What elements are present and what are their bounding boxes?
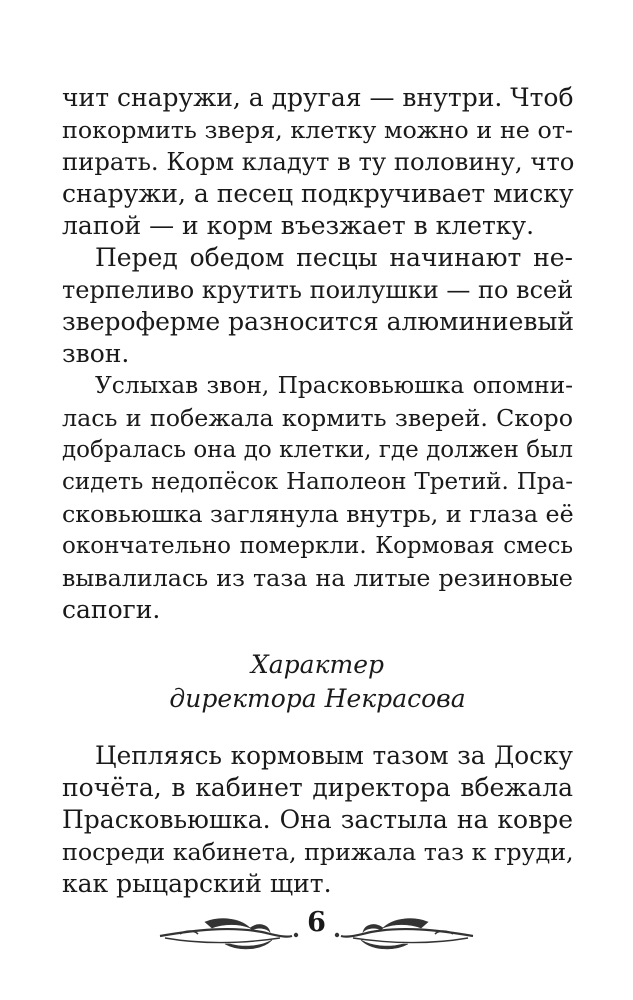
text-line: покормить зверя, клетку можно и не от- bbox=[62, 116, 573, 144]
paragraph-office bbox=[62, 740, 573, 900]
text-line: звероферме разносится алюминиевый bbox=[62, 307, 574, 336]
text-line: Услыхав звон, Прасковьюшка опомни- bbox=[95, 372, 573, 399]
chapter-heading bbox=[62, 648, 573, 716]
text-line: вывалилась из таза на литые резиновые bbox=[62, 564, 573, 592]
paragraph-praskovyushka bbox=[62, 370, 573, 626]
text-line: сковьюшка заглянула внутрь, и глаза её bbox=[62, 500, 574, 528]
text-line: снаружи, а песец подкручивает миску bbox=[62, 179, 574, 208]
text-line: терпеливо крутить поилушки — по всей bbox=[62, 276, 574, 304]
text-line: Цепляясь кормовым тазом за Доску bbox=[95, 741, 573, 770]
text-line: Перед обедом песцы начинают не- bbox=[95, 243, 573, 272]
text-line: окончательно померкли. Кормовая смесь bbox=[62, 533, 573, 559]
page-number: 6 bbox=[307, 907, 326, 938]
paragraph-dinner bbox=[62, 242, 573, 370]
text-line: посреди кабинета, прижала таз к груди, bbox=[62, 838, 574, 866]
text-line: лась и побежала кормить зверей. Скоро bbox=[62, 404, 573, 432]
text-line: сидеть недопёсок Наполеон Третий. Пра- bbox=[62, 469, 573, 495]
text-line: как рыцарский щит. bbox=[62, 869, 332, 898]
text-line: добралась она до клетки, где должен был bbox=[62, 437, 573, 463]
text-line: сапоги. bbox=[62, 595, 161, 624]
paragraph-continuation bbox=[62, 82, 573, 242]
text-line: Прасковьюшка. Она застыла на ковре bbox=[62, 805, 573, 834]
chapter-heading-line: Характер bbox=[250, 650, 385, 679]
text-line: лапой — и корм въезжает в клетку. bbox=[62, 211, 535, 240]
text-line: чит снаружи, а другая — внутри. Чтоб bbox=[62, 83, 574, 112]
text-line: пирать. Корм кладут в ту половину, что bbox=[62, 147, 575, 176]
chapter-heading-line: директора Некрасова bbox=[169, 684, 466, 713]
text-line: почёта, в кабинет директора вбежала bbox=[62, 773, 573, 802]
text-line: звон. bbox=[62, 339, 130, 368]
